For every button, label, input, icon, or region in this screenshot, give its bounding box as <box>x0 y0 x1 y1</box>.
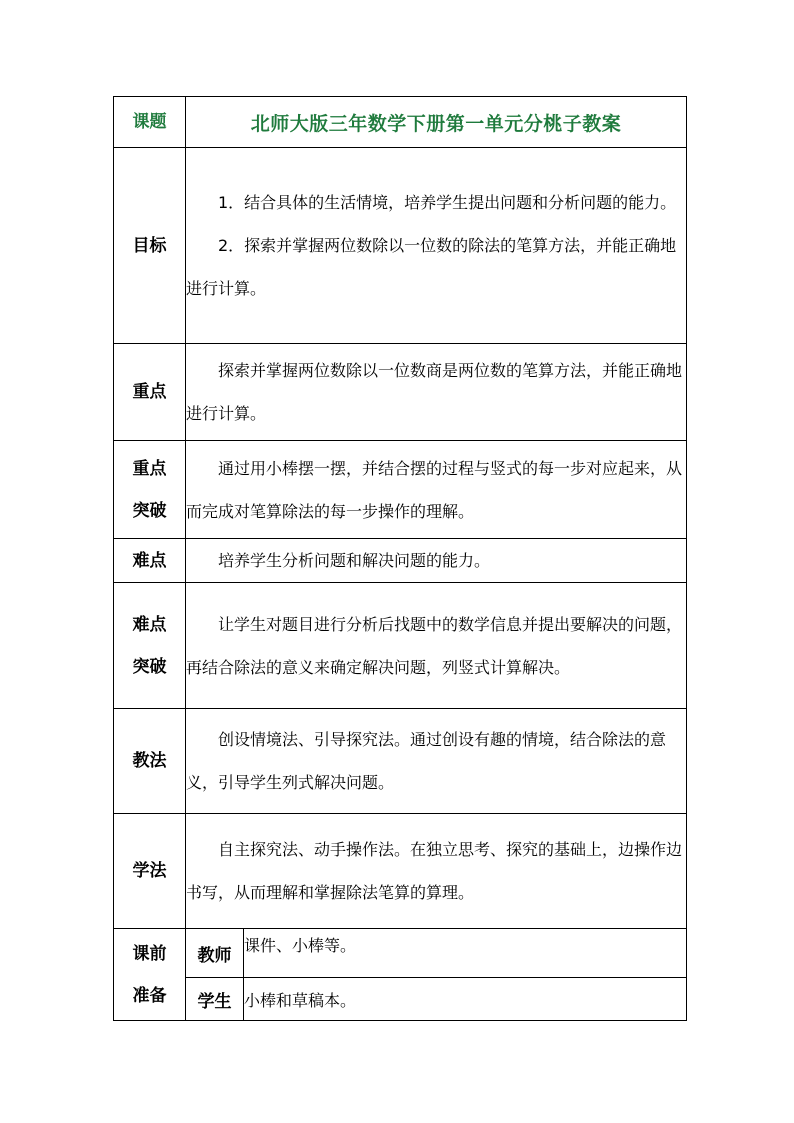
difficulty-breakthrough-label-line2: 突破 <box>132 656 167 677</box>
difficulty-breakthrough-text: 让学生对题目进行分析后找题中的数学信息并提出要解决的问题，再结合除法的意义来确定解决问题，列竖式计算解决。 <box>186 614 683 677</box>
teacher-prep-text: 课件、小棒等。 <box>244 929 687 978</box>
difficulty-breakthrough-row <box>114 583 687 709</box>
goal-row <box>114 148 687 344</box>
student-prep-text: 小棒和草稿本。 <box>244 978 687 1021</box>
preparation-student-row <box>114 978 687 1021</box>
difficulty-breakthrough-content <box>186 583 687 709</box>
difficulty-text: 培养学生分析问题和解决问题的能力。 <box>218 551 491 570</box>
goal-content <box>186 148 687 344</box>
focus-breakthrough-label <box>114 441 186 539</box>
difficulty-content <box>186 539 687 583</box>
difficulty-breakthrough-label-line1: 难点 <box>132 614 167 635</box>
teaching-method-row <box>114 709 687 814</box>
learning-method-label: 学法 <box>114 814 186 929</box>
learning-method-text: 自主探究法、动手操作法。在独立思考、探究的基础上，边操作边书写，从而理解和掌握除法笔算的算理。 <box>186 840 683 902</box>
goal-paragraph-2: 2．探索并掌握两位数除以一位数的除法的笔算方法，并能正确地进行计算。 <box>186 236 677 298</box>
focus-row <box>114 344 687 441</box>
focus-breakthrough-label-line1: 重点 <box>132 458 167 479</box>
title-row <box>114 97 687 148</box>
teaching-method-text: 创设情境法、引导探究法。通过创设有趣的情境，结合除法的意义，引导学生列式解决问题。 <box>186 730 667 792</box>
difficulty-row <box>114 539 687 583</box>
focus-breakthrough-text: 通过用小棒摆一摆，并结合摆的过程与竖式的每一步对应起来，从而完成对笔算除法的每一步操作的理解。 <box>186 458 683 521</box>
teacher-label: 教师 <box>186 929 244 978</box>
goal-label: 目标 <box>114 148 186 344</box>
preparation-label-line2: 准备 <box>132 985 167 1006</box>
preparation-teacher-row <box>114 929 687 978</box>
lesson-title: 北师大版三年数学下册第一单元分桃子教案 <box>186 97 687 148</box>
preparation-label <box>114 929 186 1021</box>
goal-paragraph-1: 1．结合具体的生活情境，培养学生提出问题和分析问题的能力。 <box>218 193 677 212</box>
lesson-plan-table <box>113 96 687 1021</box>
learning-method-content <box>186 814 687 929</box>
learning-method-row <box>114 814 687 929</box>
teaching-method-label: 教法 <box>114 709 186 814</box>
teaching-method-content <box>186 709 687 814</box>
focus-breakthrough-row <box>114 441 687 539</box>
difficulty-label: 难点 <box>114 539 186 583</box>
focus-text: 探索并掌握两位数除以一位数商是两位数的笔算方法，并能正确地进行计算。 <box>186 361 683 423</box>
preparation-label-line1: 课前 <box>132 943 167 964</box>
difficulty-breakthrough-label <box>114 583 186 709</box>
focus-breakthrough-content <box>186 441 687 539</box>
student-label: 学生 <box>186 978 244 1021</box>
focus-content <box>186 344 687 441</box>
focus-breakthrough-label-line2: 突破 <box>132 500 167 521</box>
title-label: 课题 <box>114 97 186 148</box>
focus-label: 重点 <box>114 344 186 441</box>
